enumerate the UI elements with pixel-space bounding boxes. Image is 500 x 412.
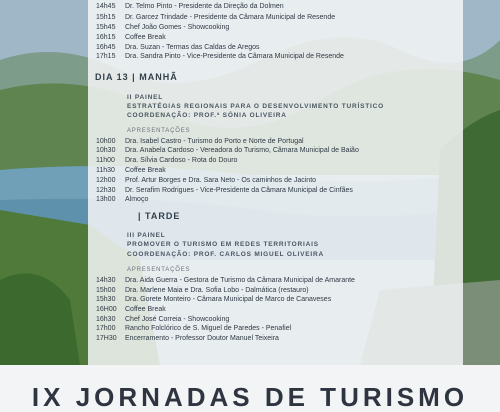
day-heading: DIA 13 | MANHÃ [95,72,178,82]
schedule-row: 15h30 Dra. Gorete Monteiro - Câmara Municipal de Marco de Canaveses [96,296,332,303]
schedule-row: 17h00 Rancho Folclórico de S. Miguel de Paredes - Penafiel [96,325,292,332]
section-label: APRESENTAÇÕES [127,128,191,134]
schedule-row: 16h30 Chef José Correia - Showcooking [96,316,230,323]
schedule-row: 15h45 Chef João Gomes - Showcooking [96,24,230,31]
panel-label: III PAINEL [127,232,166,239]
schedule-row: 14h30 Dra. Aida Guerra - Gestora de Turismo da Câmara Municipal de Amarante [96,277,355,284]
panel-title: PROMOVER O TURISMO EM REDES TERRITORIAIS [127,241,319,248]
schedule-row: 17h15 Dra. Sandra Pinto - Vice-Presidente da Câmara Municipal de Resende [96,53,344,60]
schedule-row: 16h15 Coffee Break [96,34,166,41]
schedule-row: 10h30 Dra. Anabela Cardoso - Vereadora do Turismo, Câmara Municipal de Baião [96,147,359,154]
panel-label: II PAINEL [127,94,163,101]
schedule-row: 16H00 Coffee Break [96,306,166,313]
event-title: IX JORNADAS DE TURISMO [31,382,469,412]
schedule-row: 13h00 Almoço [96,196,149,203]
panel-title: ESTRATÉGIAS REGIONAIS PARA O DESENVOLVIMENTO TURÍSTICO [127,103,384,110]
section-label: APRESENTAÇÕES [127,267,191,273]
afternoon-heading: | TARDE [138,211,181,221]
panel-coordinator: COORDENAÇÃO: PROF. CARLOS MIGUEL OLIVEIRA [127,251,324,258]
schedule-row: 10h00 Dra. Isabel Castro - Turismo do Porto e Norte de Portugal [96,138,304,145]
schedule-row: 12h00 Prof. Artur Borges e Dra. Sara Neto - Os caminhos de Jacinto [96,177,317,184]
schedule-row: 12h30 Dr. Serafim Rodrigues - Vice-Presidente da Câmara Municipal de Cinfães [96,187,353,194]
schedule-row: 14h45 Dr. Telmo Pinto - Presidente da Direção da Dolmen [96,3,284,10]
schedule-row: 11h30 Coffee Break [96,167,166,174]
schedule-row: 15h00 Dra. Marlene Maia e Dra. Sofia Lobo - Dalmática (restauro) [96,287,309,294]
schedule-row: 11h00 Dra. Sílvia Cardoso - Rota do Douro [96,157,238,164]
schedule-row: 16h45 Dra. Suzan - Termas das Caldas de Aregos [96,44,260,51]
schedule-row: 17H30 Encerramento - Professor Doutor Manuel Teixeira [96,335,279,342]
panel-coordinator: COORDENAÇÃO: PROF.ª SÓNIA OLIVEIRA [127,112,287,119]
schedule-row: 15h15 Dr. Garcez Trindade - Presidente da Câmara Municipal de Resende [96,14,336,21]
